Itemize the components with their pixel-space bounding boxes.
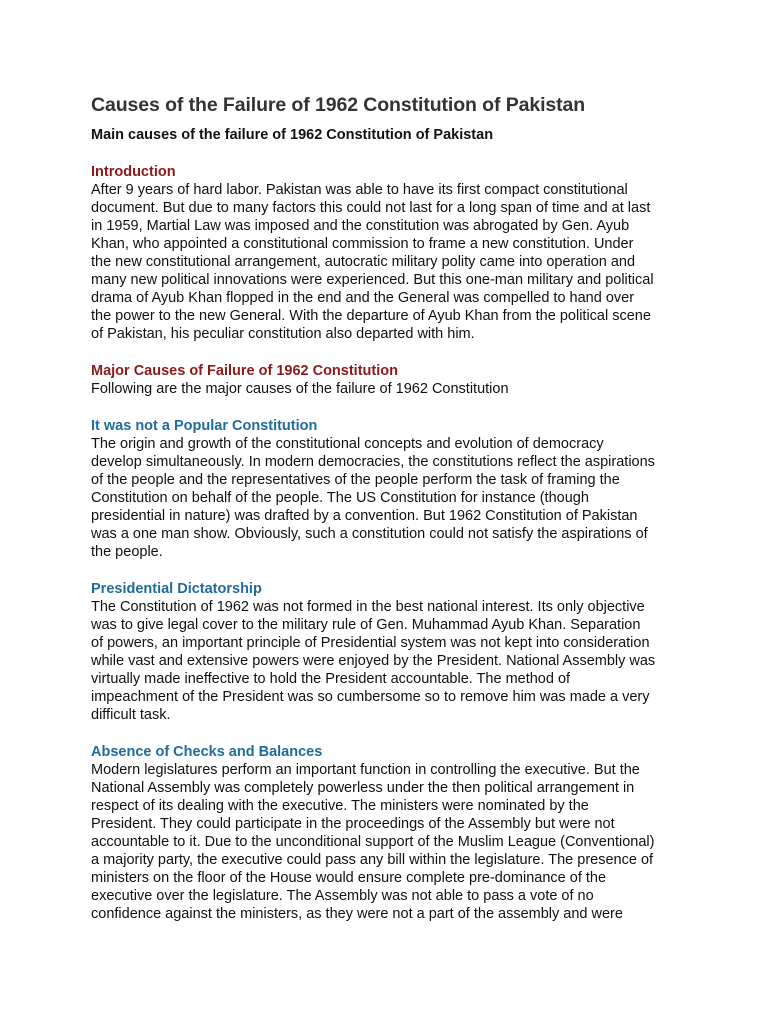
page-subtitle: Main causes of the failure of 1962 Constitution of Pakistan	[91, 127, 494, 143]
text-line: of the people and the representatives of the people perform the task of framing the	[91, 472, 620, 488]
section-heading-major-causes: Major Causes of Failure of 1962 Constitution	[91, 363, 398, 379]
text-line: while vast and extensive powers were enjoyed by the President. National Assembly was	[91, 653, 656, 669]
page-title: Causes of the Failure of 1962 Constitution of Pakistan	[91, 94, 586, 116]
text-line: was a one man show. Obviously, such a constitution could not satisfy the aspirations of	[91, 526, 648, 542]
text-line: was to give legal cover to the military rule of Gen. Muhammad Ayub Khan. Separation	[91, 617, 641, 633]
section-checks-balances	[91, 743, 691, 923]
text-line: the power to the new General. With the departure of Ayub Khan from the political scene	[91, 308, 651, 324]
section-presidential-dictatorship	[91, 580, 691, 724]
text-line: Constitution on behalf of the people. The US Constitution for instance (though	[91, 490, 589, 506]
text-line: the new constitutional arrangement, autocratic military polity came into operation and	[91, 254, 636, 270]
text-line: of Pakistan, his peculiar constitution also departed with him.	[91, 326, 475, 342]
document-page	[91, 92, 691, 923]
section-body-not-popular	[91, 435, 691, 561]
text-line: ministers on the floor of the House would ensure complete pre-dominance of the	[91, 870, 607, 886]
text-line: The origin and growth of the constitutional concepts and evolution of democracy	[91, 436, 604, 452]
text-line: drama of Ayub Khan flopped in the end and the General was compelled to hand over	[91, 290, 635, 306]
text-line: in 1959, Martial Law was imposed and the constitution was abrogated by Gen. Ayub	[91, 218, 630, 234]
text-line: President. They could participate in the proceedings of the Assembly but were not	[91, 816, 615, 832]
text-line: respect of its dealing with the executive. The ministers were nominated by the	[91, 798, 589, 814]
text-line: virtually made ineffective to hold the President accountable. The method of	[91, 671, 571, 687]
section-heading-presidential-dictatorship: Presidential Dictatorship	[91, 581, 262, 597]
text-line: of powers, an important principle of Presidential system was not kept into consideration	[91, 635, 650, 651]
text-line: the people.	[91, 544, 163, 560]
text-line: document. But due to many factors this could not last for a long span of time and at last	[91, 200, 651, 216]
section-body-checks-balances	[91, 761, 691, 923]
text-line: confidence against the ministers, as they were not a part of the assembly and were	[91, 906, 623, 922]
text-line: The Constitution of 1962 was not formed in the best national interest. Its only objective	[91, 599, 645, 615]
text-line: a majority party, the executive could pass any bill within the legislature. The presence of	[91, 852, 654, 868]
text-line: many new political innovations were experienced. But this one-man military and political	[91, 272, 654, 288]
text-line: executive over the legislature. The Assembly was not able to pass a vote of no	[91, 888, 594, 904]
text-line: After 9 years of hard labor. Pakistan was able to have its first compact constitutional	[91, 182, 628, 198]
section-body-introduction	[91, 181, 691, 343]
text-line: presidential in nature) was drafted by a convention. But 1962 Constitution of Pakistan	[91, 508, 638, 524]
section-body-major-causes	[91, 380, 691, 398]
section-heading-introduction: Introduction	[91, 164, 176, 180]
section-heading-not-popular: It was not a Popular Constitution	[91, 418, 318, 434]
text-line: Following are the major causes of the failure of 1962 Constitution	[91, 381, 509, 397]
text-line: difficult task.	[91, 707, 171, 723]
section-heading-checks-balances: Absence of Checks and Balances	[91, 744, 323, 760]
text-line: National Assembly was completely powerless under the then political arrangement in	[91, 780, 635, 796]
section-not-popular	[91, 417, 691, 561]
section-body-presidential-dictatorship	[91, 598, 691, 724]
section-major-causes	[91, 362, 691, 398]
text-line: Khan, who appointed a constitutional commission to frame a new constitution. Under	[91, 236, 634, 252]
section-introduction	[91, 163, 691, 343]
text-line: develop simultaneously. In modern democracies, the constitutions reflect the aspirations	[91, 454, 655, 470]
text-line: Modern legislatures perform an important function in controlling the executive. But the	[91, 762, 640, 778]
text-line: impeachment of the President was so cumbersome so to remove him was made a very	[91, 689, 650, 705]
text-line: accountable to it. Due to the unconditional support of the Muslim League (Conventional)	[91, 834, 655, 850]
